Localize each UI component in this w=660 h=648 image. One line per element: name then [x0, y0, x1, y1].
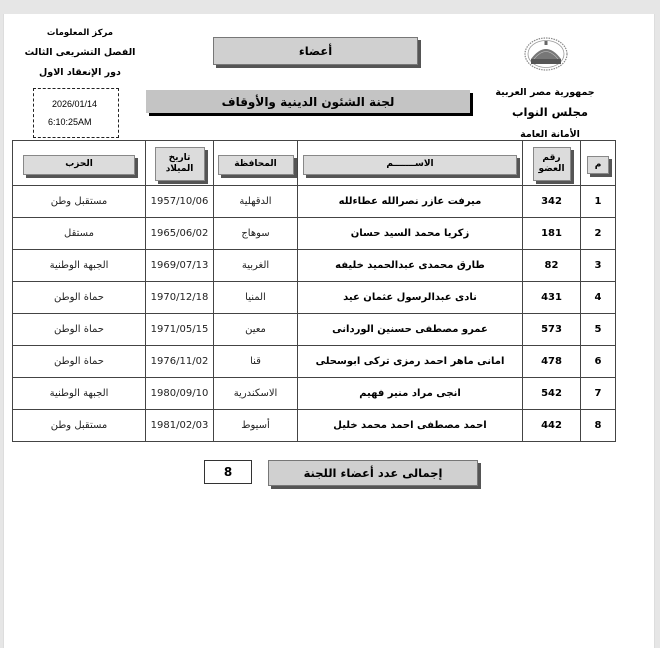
table-header-row: [13, 141, 616, 186]
party-cell: حماة الوطن: [13, 314, 146, 346]
birth-date-cell: 1981/02/03: [146, 410, 214, 442]
governorate-cell: سوهاج: [214, 218, 298, 250]
member-no-cell: 181: [523, 218, 581, 250]
legislative-term-label: الفصل التشريعى الثالث: [24, 47, 136, 58]
table-row: [13, 346, 616, 378]
members-table: [12, 140, 616, 442]
party-cell: مستقبل وطن: [13, 410, 146, 442]
secretariat-label: الأمانة العامة: [520, 129, 580, 140]
birth-date-cell: 1965/06/02: [146, 218, 214, 250]
party-cell: مستقبل وطن: [13, 186, 146, 218]
index-cell: 8: [581, 410, 616, 442]
index-cell: 7: [581, 378, 616, 410]
column-header-party[interactable]: الحزب: [23, 155, 135, 175]
birth-date-cell: 1970/12/18: [146, 282, 214, 314]
index-cell: 4: [581, 282, 616, 314]
governorate-cell: الغربية: [214, 250, 298, 282]
name-cell: احمد مصطفى احمد محمد خليل: [298, 410, 523, 442]
column-header-birth-date[interactable]: تاريخ الميلاد: [155, 147, 205, 181]
governorate-cell: الدقهلية: [214, 186, 298, 218]
report-title: أعضاء: [213, 37, 418, 65]
table-row: [13, 250, 616, 282]
name-cell: طارق محمدى عبدالحميد خليفه: [298, 250, 523, 282]
member-no-cell: 478: [523, 346, 581, 378]
column-header-index[interactable]: م: [587, 156, 609, 174]
print-datetime-box: [33, 88, 119, 138]
index-cell: 3: [581, 250, 616, 282]
table-row: [13, 378, 616, 410]
session-label: دور الإنعقاد الاول: [39, 67, 121, 78]
index-cell: 5: [581, 314, 616, 346]
index-cell: 1: [581, 186, 616, 218]
member-no-cell: 573: [523, 314, 581, 346]
print-date: 2026/01/14: [52, 99, 98, 109]
name-cell: ميرفت عازر نصرالله عطاءلله: [298, 186, 523, 218]
party-cell: مستقل: [13, 218, 146, 250]
governorate-cell: الاسكندرية: [214, 378, 298, 410]
party-cell: الجبهة الوطنية: [13, 378, 146, 410]
party-cell: الجبهة الوطنية: [13, 250, 146, 282]
member-no-cell: 82: [523, 250, 581, 282]
table-row: [13, 218, 616, 250]
info-center-label: مركز المعلومات: [46, 28, 114, 38]
index-cell: 6: [581, 346, 616, 378]
birth-date-cell: 1971/05/15: [146, 314, 214, 346]
governorate-cell: أسيوط: [214, 410, 298, 442]
birth-date-cell: 1969/07/13: [146, 250, 214, 282]
governorate-cell: قنا: [214, 346, 298, 378]
governorate-cell: معين: [214, 314, 298, 346]
table-row: [13, 410, 616, 442]
column-header-governorate[interactable]: المحافظة: [218, 155, 294, 175]
total-count-label: إجمالى عدد أعضاء اللجنة: [268, 460, 478, 486]
parliament-label: مجلس النواب: [511, 105, 589, 119]
column-header-name[interactable]: الاســـــــم: [303, 155, 517, 175]
name-cell: نادى عبدالرسول عثمان عيد: [298, 282, 523, 314]
name-cell: امانى ماهر احمد رمزى تركى ابوسحلى: [298, 346, 523, 378]
name-cell: عمرو مصطفى حسنين الوردانى: [298, 314, 523, 346]
table-row: [13, 282, 616, 314]
column-header-member-no[interactable]: رقم العضو: [533, 147, 571, 181]
table-row: [13, 186, 616, 218]
print-time: 6:10:25AM: [48, 117, 92, 127]
name-cell: زكريا محمد السيد حسان: [298, 218, 523, 250]
birth-date-cell: 1980/09/10: [146, 378, 214, 410]
name-cell: انجى مراد منير فهيم: [298, 378, 523, 410]
member-no-cell: 442: [523, 410, 581, 442]
index-cell: 2: [581, 218, 616, 250]
parliament-logo-icon: [524, 37, 568, 71]
member-no-cell: 342: [523, 186, 581, 218]
committee-title: لجنة الشئون الدينية والأوقاف: [146, 90, 470, 113]
table-row: [13, 314, 616, 346]
member-no-cell: 431: [523, 282, 581, 314]
party-cell: حماة الوطن: [13, 346, 146, 378]
total-count-value: 8: [204, 460, 252, 484]
country-label: جمهورية مصر العربية: [495, 87, 595, 98]
birth-date-cell: 1957/10/06: [146, 186, 214, 218]
birth-date-cell: 1976/11/02: [146, 346, 214, 378]
governorate-cell: المنيا: [214, 282, 298, 314]
party-cell: حماة الوطن: [13, 282, 146, 314]
member-no-cell: 542: [523, 378, 581, 410]
